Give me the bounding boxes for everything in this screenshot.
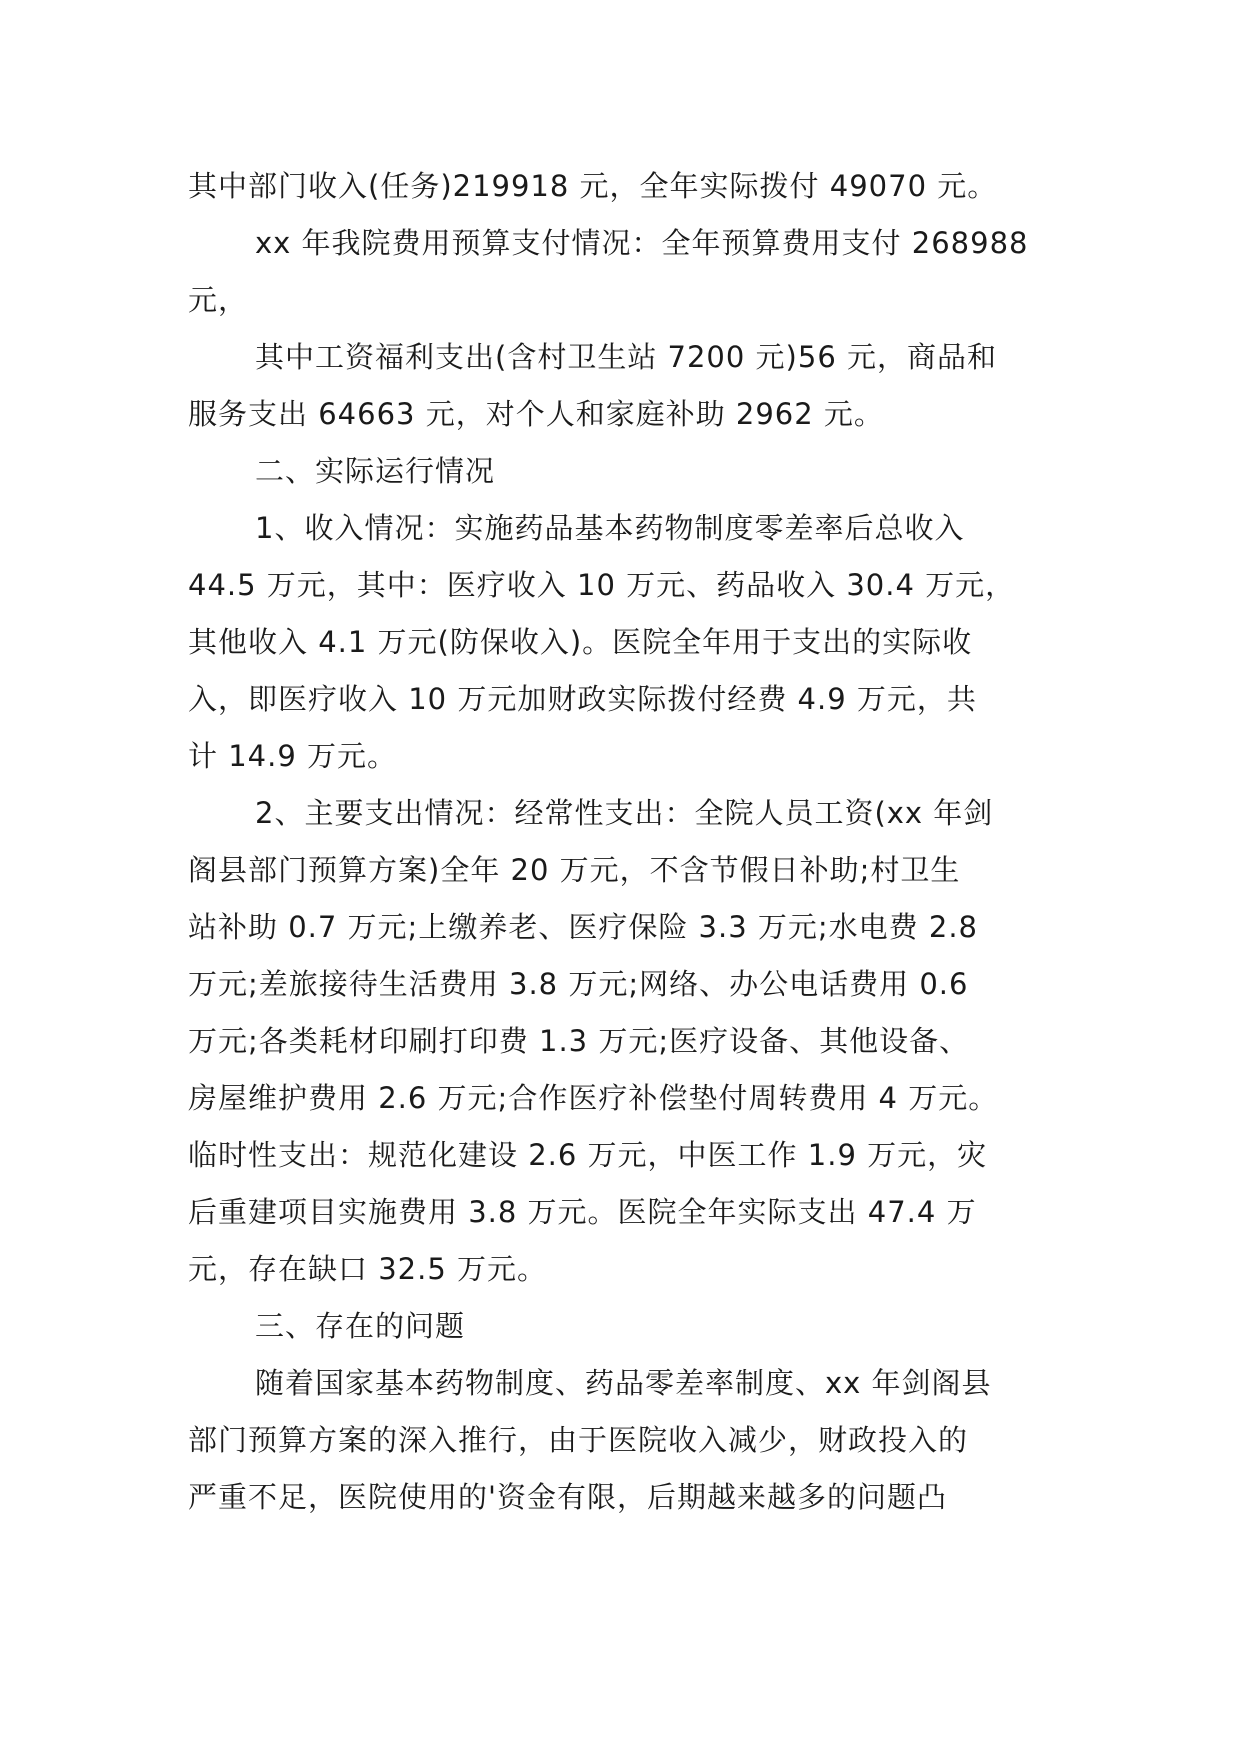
text-line: 万元;各类耗材印刷打印费 1.3 万元;医疗设备、其他设备、 (188, 1024, 970, 1058)
text-line: 其中工资福利支出(含村卫生站 7200 元)56 元，商品和 (255, 340, 997, 374)
section-heading: 三、存在的问题 (255, 1309, 466, 1343)
text-line: 元，存在缺口 32.5 万元。 (188, 1252, 548, 1286)
text-line: 站补助 0.7 万元;上缴养老、医疗保险 3.3 万元;水电费 2.8 (188, 910, 978, 944)
text-line: 其他收入 4.1 万元(防保收入)。医院全年用于支出的实际收 (188, 625, 973, 659)
text-line: 1、收入情况：实施药品基本药物制度零差率后总收入 (255, 511, 965, 545)
text-line: 2、主要支出情况：经常性支出：全院人员工资(xx 年剑 (255, 796, 994, 830)
text-line: 44.5 万元，其中：医疗收入 10 万元、药品收入 30.4 万元， (188, 568, 1016, 602)
text-line: 部门预算方案的深入推行，由于医院收入减少，财政投入的 (188, 1423, 969, 1457)
text-line: 入，即医疗收入 10 万元加财政实际拨付经费 4.9 万元，共 (188, 682, 977, 716)
text-line: xx 年我院费用预算支付情况：全年预算费用支付 268988 (255, 226, 1029, 260)
text-line: 万元;差旅接待生活费用 3.8 万元;网络、办公电话费用 0.6 (188, 967, 969, 1001)
section-heading: 二、实际运行情况 (255, 454, 496, 488)
text-line: 阁县部门预算方案)全年 20 万元，不含节假日补助;村卫生 (188, 853, 961, 887)
text-line: 后重建项目实施费用 3.8 万元。医院全年实际支出 47.4 万 (188, 1195, 977, 1229)
text-line: 随着国家基本药物制度、药品零差率制度、xx 年剑阁县 (255, 1366, 992, 1400)
text-line: 计 14.9 万元。 (188, 739, 398, 773)
text-line: 其中部门收入(任务)219918 元，全年实际拨付 49070 元。 (188, 169, 998, 203)
text-line: 元， (188, 283, 249, 317)
text-line: 临时性支出：规范化建设 2.6 万元，中医工作 1.9 万元，灾 (188, 1138, 988, 1172)
text-line: 房屋维护费用 2.6 万元;合作医疗补偿垫付周转费用 4 万元。 (188, 1081, 999, 1115)
text-line: 服务支出 64663 元，对个人和家庭补助 2962 元。 (188, 397, 884, 431)
text-line: 严重不足，医院使用的'资金有限，后期越来越多的问题凸 (188, 1480, 947, 1514)
